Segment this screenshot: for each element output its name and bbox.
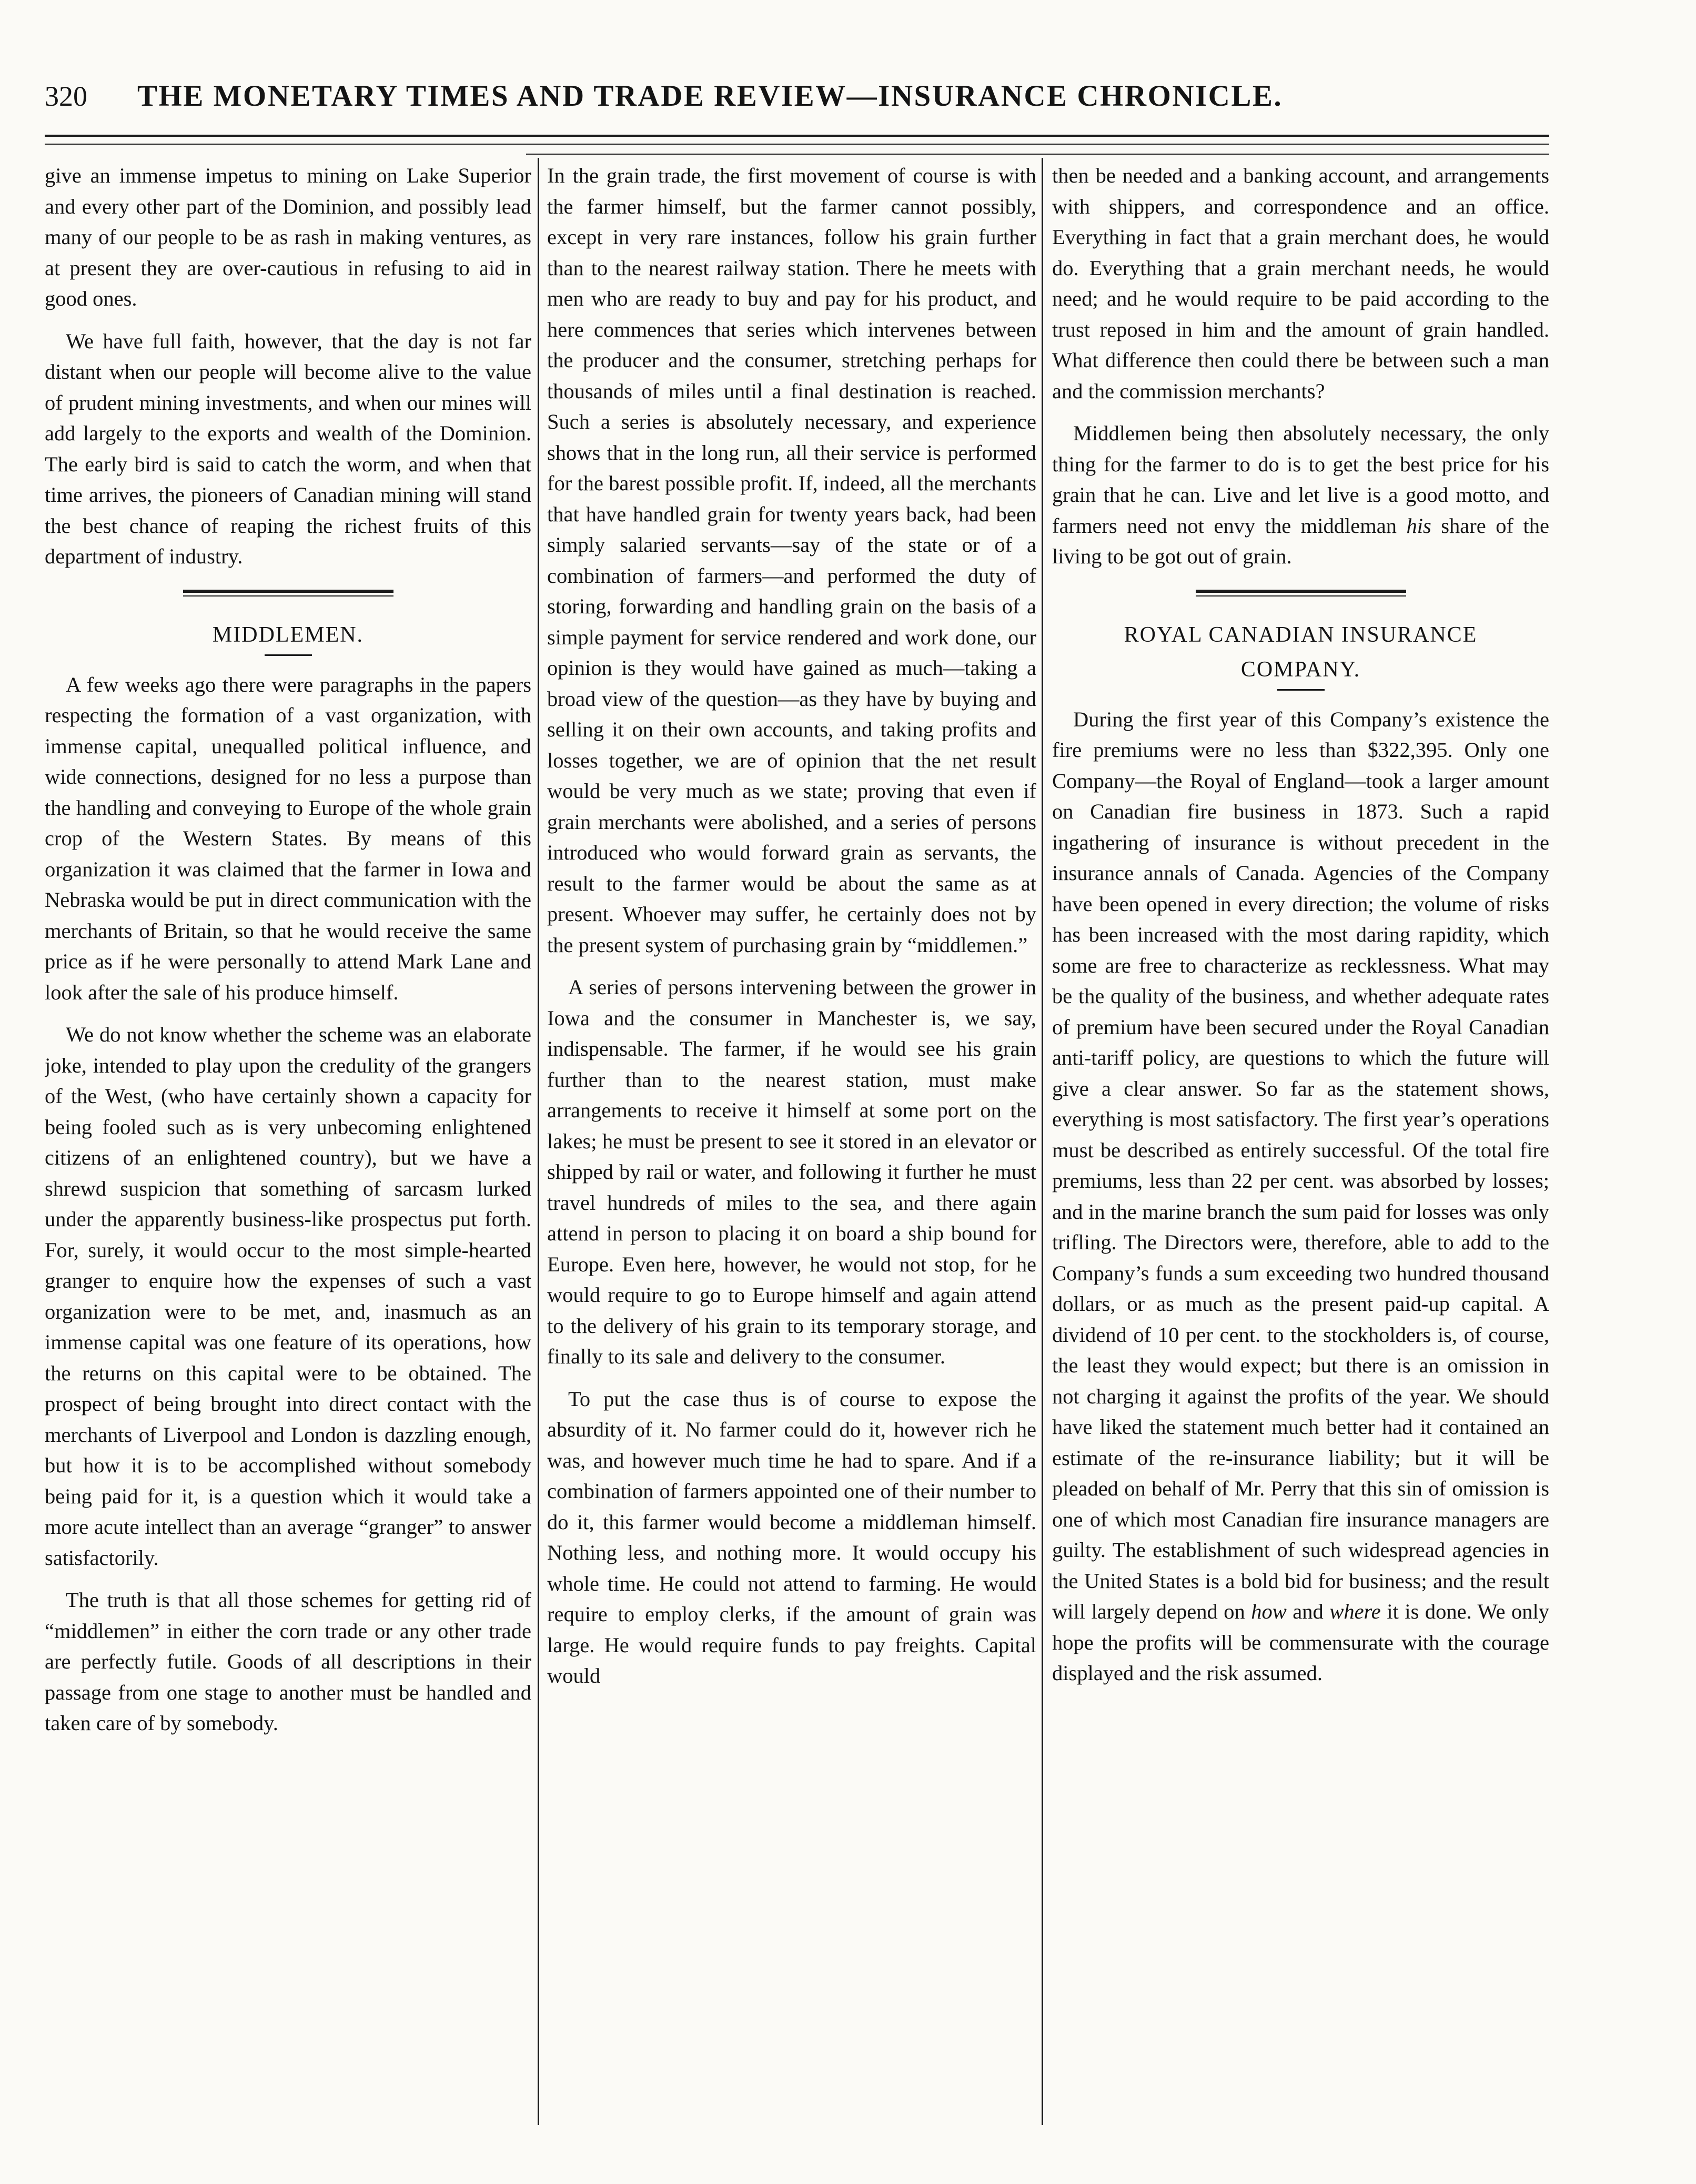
section-ornament-rule [1196, 588, 1406, 599]
column-1 [45, 160, 531, 2122]
header-rule-thin [45, 144, 1549, 145]
middlemen-paragraph-continued: then be needed and a banking account, and arrangements with shippers, and correspondence and an office. Everything in fact that a grain merchant does, he would do. Everything that a grain merchant needs, he would need; and he would require to be paid according to the trust reposed in him and the amount of grain handled. What difference then could there be between such a man and the commission merchants? [1052, 164, 1549, 403]
column-divider-1 [538, 158, 539, 2125]
middlemen-heading: MIDDLEMEN. [212, 622, 364, 647]
header-rule-thick [45, 135, 1549, 137]
column-2 [547, 160, 1036, 2122]
text-run: During the first year of this Company’s existence the fire premiums were no less than $322,395. Only one Company—the Royal of England—took a larger amount on Canadian fire business in 1873. Such a rapid ingathering of insurance is without precedent in the insurance annals of Canada. Agencies of the Company have been opened in every direction; the volume of risks has been increased with the most daring rapidity, which some are free to characterize as recklessness. What may be the quality of the business, and whether adequate rates of premium have been secured under the Royal Canadian anti-tariff policy, are questions to which the future will give a clear answer. So far as the statement shows, everything is most satisfactory. The first year’s operations must be described as entirely successful. Of the total fire premiums, less than 22 per cent. was absorbed by losses; and in the marine branch the sum paid for losses was only trifling. The Directors were, therefore, able to add to the Company’s funds a sum exceeding two hundred thousand dollars, or as much as the present paid-up capital. A dividend of 10 per cent. to the stockholders is, of course, the least they would expect; but there is an omission in not charging it against the profits of the year. We should have liked the statement much better had it contained an estimate of the re-insurance liability; but it will be pleaded on behalf of Mr. Perry that this sin of omission is one of which most Canadian fire insurance managers are guilty. The establishment of such widespread agencies in the United States is a bold bid for business; and the result will largely depend on [1052, 707, 1549, 1623]
text-run: share of the living to be got out of grain. [1052, 513, 1549, 568]
middlemen-paragraph-5: A series of persons intervening between the grower in Iowa and the consumer in Manchester is, we say, indispensable. The farmer, if he would see his grain further than to the nearest station, must make arrangements to receive it himself at some port on the lakes; he must be present to see it stored in an elevator or shipped by rail or water, and following it further he must travel hundreds of miles to the sea, and there again attend in person to placing it on board a ship bound for Europe. Even here, however, he would not stop, for he would require to go to Europe himself and again attend to the delivery of his grain to its temporary storage, and finally to its sale and delivery to the consumer. [547, 975, 1036, 1368]
heading-underline [265, 654, 312, 656]
middlemen-paragraph-4: In the grain trade, the first movement of course is with the farmer himself, but the farmer cannot possibly, except in very rare instances, follow his grain further than to the nearest railway station. There he meets with men who are ready to buy and pay for his product, and here commences that series which intervenes between the producer and the consumer, stretching perhaps for thousands of miles until a final destination is reached. Such a series is absolutely necessary, and experience shows that in the long run, all their service is performed for the barest possible profit. If, indeed, all the merchants that have handled grain for twenty years back, had been simply salaried servants—say of the state or of a combination of farmers—and performed the duty of storing, forwarding and handling grain on the basis of a simple payment for service rendered and work done, our opinion is they would have gained as much—taking a broad view of the question—as they have by buying and selling it on their own accounts, and taking profits and losses together, we are of opinion that the net result would be very much as we state; proving that even if grain merchants were abolished, and a series of persons introduced who would forward grain as servants, the result to the farmer would be about the same as at present. Whoever may suffer, he certainly does not by the present system of purchasing grain by “middlemen.” [547, 164, 1036, 957]
italic-word: where [1329, 1600, 1381, 1623]
middlemen-paragraph-final [1052, 418, 1549, 572]
text-run: it is done. We only hope the profits will be commensurate with the courage displayed and the risk assumed. [1052, 1600, 1549, 1685]
middlemen-paragraph-1: A few weeks ago there were paragraphs in the papers respecting the formation of a vast organization, with immense capital, unequalled political influence, and wide connections, designed for no less a purpose than the handling and conveying to Europe of the whole grain crop of the Western States. By means of this organization it was claimed that the farmer in Iowa and Nebraska would be put in direct communication with the merchants of Britain, so that he would receive the same price as if he were personally to attend Mark Lane and look after the sale of his produce himself. [45, 672, 531, 1004]
section-ornament-rule [183, 588, 393, 599]
royal-canadian-paragraph [1052, 704, 1549, 1689]
column-3 [1052, 160, 1549, 2122]
running-title: THE MONETARY TIMES AND TRADE REVIEW—INSURANCE CHRONICLE. [137, 79, 1283, 113]
header-rule-short [526, 154, 1549, 155]
mining-paragraph-continued: give an immense impetus to mining on Lake Superior and every other part of the Dominion, and possibly lead many of our people to be as rash in making ventures, as at present they are over-cautious in refusing to aid in good ones. [45, 164, 531, 310]
page-number: 320 [45, 80, 87, 112]
column-divider-2 [1042, 158, 1043, 2125]
heading-underline [1277, 689, 1325, 691]
italic-word: how [1251, 1600, 1287, 1623]
text-run: and [1286, 1600, 1330, 1623]
middlemen-paragraph-3: The truth is that all those schemes for getting rid of “middlemen” in either the corn trade or any other trade are perfectly futile. Goods of all descriptions in their passage from one stage to another must be handled and taken care of by somebody. [45, 1588, 531, 1735]
middlemen-paragraph-6: To put the case thus is of course to expose the absurdity of it. No farmer could do it, however rich he was, and however much time he had to spare. And if a combination of farmers appointed one of their number to do it, this farmer would become a middleman himself. Nothing less, and nothing more. It would occupy his whole time. He could not attend to farming. He would require to employ clerks, if the amount of grain was large. He would require funds to pay freights. Capital would [547, 1387, 1036, 1687]
page-header [45, 79, 1560, 137]
middlemen-paragraph-2: We do not know whether the scheme was an elaborate joke, intended to play upon the credulity of the grangers of the West, (who have certainly shown a capacity for being fooled such as is very unbecoming enlightened citizens of an enlightened country), but we have a shrewd suspicion that something of sarcasm lurked under the apparently business-like prospectus put forth. For, surely, it would occur to the most simple-hearted granger to enquire how the expenses of such a vast organization were to be met, and, inasmuch as an immense capital was one feature of its operations, how the returns on this capital were to be obtained. The prospect of being brought into direct contact with the merchants of Liverpool and London is dazzling enough, but how it is to be accomplished without somebody being paid for it, is a question which it would take a more acute intellect than an average “granger” to answer satisfactorily. [45, 1023, 531, 1570]
mining-paragraph-2: We have full faith, however, that the day is not far distant when our people will become alive to the value of prudent mining investments, and when our mines will add largely to the exports and wealth of the Dominion. The early bird is said to catch the worm, and when that time arrives, the pioneers of Canadian mining will stand the best chance of reaping the richest fruits of this department of industry. [45, 329, 531, 568]
italic-word: his [1406, 513, 1431, 538]
royal-canadian-heading-line-2: COMPANY. [1240, 657, 1361, 682]
royal-canadian-heading-line-1: ROYAL CANADIAN INSURANCE [1124, 622, 1478, 647]
text-run: Middlemen being then absolutely necessary, the only thing for the farmer to do is to get the best price for his grain that he can. Live and let live is a good motto, and farmers need not envy the middleman [1052, 421, 1549, 538]
